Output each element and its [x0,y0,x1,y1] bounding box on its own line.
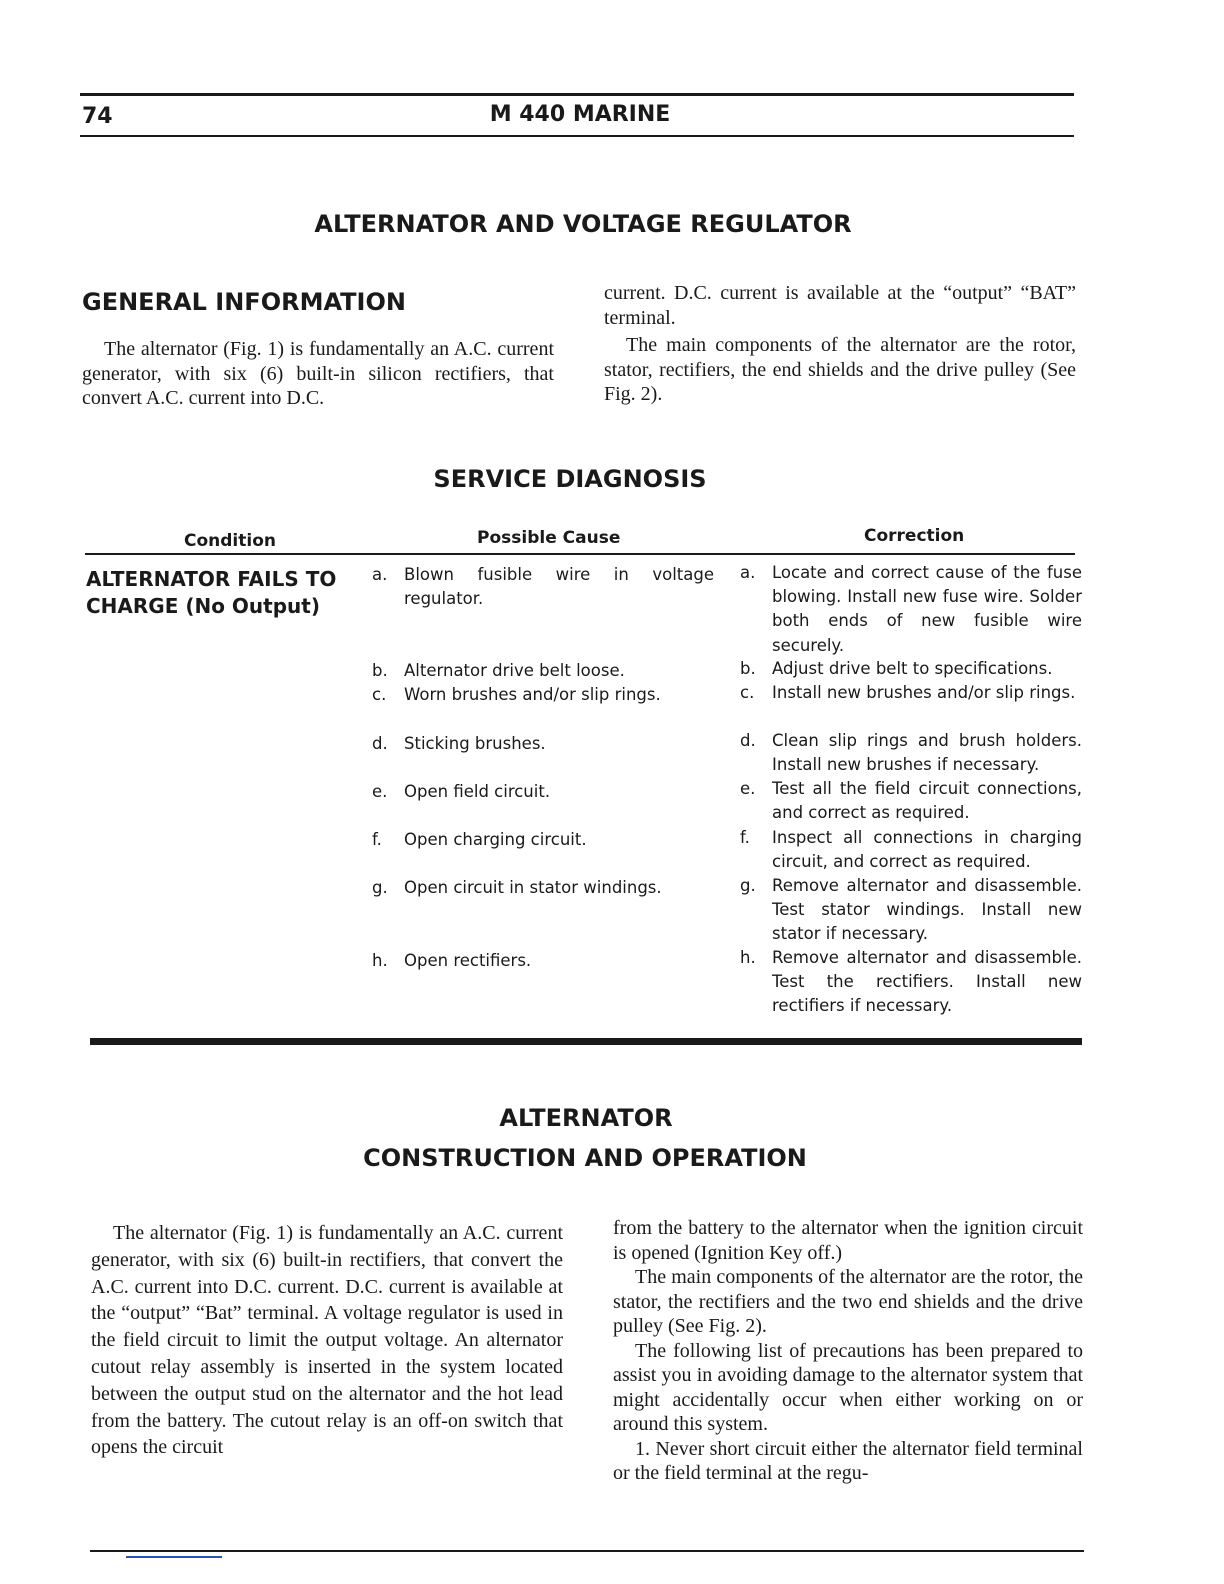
alternator-right-continuation: from the battery to the alternator when the ignition circuit is opened (Ignition Key off.) [613,1217,1083,1264]
correction-letter: b. [740,659,756,678]
column-header-condition: Condition [184,531,276,551]
correction-text: Adjust drive belt to specifications. [772,659,1053,678]
general-info-right-continuation: current. D.C. current is available at the “output” “BAT” terminal. [604,282,1076,329]
alternator-right-para-2: The following list of precautions has been prepared to assist you in avoiding damage to the alternator system that might accidentally occur when either working on or around this system. [613,1339,1083,1435]
general-info-right-column [604,281,1076,407]
alternator-right-para-3: 1. Never short circuit either the alternator field terminal or the field terminal at the regu- [613,1437,1083,1484]
column-header-correction: Correction [864,526,965,546]
correction-text: Install new brushes and/or slip rings. [772,683,1076,702]
footer-rule [90,1550,1084,1552]
correction-letter: g. [740,876,756,895]
cause-text: Worn brushes and/or slip rings. [404,685,661,704]
correction-text: Test all the field circuit connections, and correct as required. [772,779,1082,823]
column-header-cause: Possible Cause [477,528,621,548]
alternator-left-para: The alternator (Fig. 1) is fundamentally an A.C. current generator, with six (6) built-in rectifiers, that convert the A.C. current into D.C. current. D.C. current is available at the “output” “Bat” terminal. A voltage regulator is used in the field circuit to limit the output voltage. An alternator cutout relay assembly is inserted in the system located between the output stud on the alternator and the hot lead from the battery. The cutout relay is an off-on switch that opens the circuit [91,1222,563,1459]
page-number: 74 [82,104,113,129]
cause-text: Sticking brushes. [404,734,546,753]
alternator-right-column [613,1216,1083,1486]
footer-blue-mark [126,1556,222,1558]
cause-letter: c. [372,685,387,704]
cause-letter: h. [372,951,388,970]
running-head: M 440 MARINE [489,102,671,127]
section-title: ALTERNATOR AND VOLTAGE REGULATOR [314,210,852,238]
correction-text: Remove alternator and disassemble. Test stator windings. Install new stator if necessary. [772,876,1082,944]
cause-text: Open field circuit. [404,782,551,801]
condition-alternator-fails: ALTERNATOR FAILS TO CHARGE (No Output) [86,567,337,618]
cause-letter: e. [372,782,388,801]
cause-text: Open circuit in stator windings. [404,878,662,897]
cause-text: Open charging circuit. [404,830,587,849]
header-rule-bottom [80,135,1074,137]
correction-letter: c. [740,683,755,702]
table-bottom-heavy-rule [90,1038,1082,1045]
correction-letter: h. [740,948,756,967]
correction-text: Clean slip rings and brush holders. Install new brushes if necessary. [772,731,1082,775]
cause-letter: b. [372,661,388,680]
alternator-right-para-1: The main components of the alternator are the rotor, the stator, the rectifiers and the two end shields and the drive pulley (See Fig. 2). [613,1266,1083,1337]
alternator-title: ALTERNATOR [499,1104,673,1132]
cause-letter: d. [372,734,388,753]
general-info-right-para: The main components of the alternator are the rotor, stator, rectifiers, the end shields and the drive pulley (See Fig. 2). [604,334,1076,405]
cause-letter: f. [372,830,382,849]
alternator-left-column [91,1220,563,1461]
correction-letter: f. [740,828,750,847]
correction-letter: a. [740,563,756,582]
cause-letter: a. [372,565,388,584]
cause-letter: g. [372,878,388,897]
construction-operation-title: CONSTRUCTION AND OPERATION [363,1144,807,1172]
table-header-rule [85,553,1075,555]
correction-letter: e. [740,779,756,798]
general-info-heading: GENERAL INFORMATION [82,288,406,316]
service-diagnosis-heading: SERVICE DIAGNOSIS [433,465,707,493]
correction-text: Inspect all connections in charging circuit, and correct as required. [772,828,1082,872]
general-info-left-para: The alternator (Fig. 1) is fundamentally an A.C. current generator, with six (6) built-in silicon rectifiers, that convert A.C. current into D.C. [82,338,554,409]
cause-text: Open rectifiers. [404,951,532,970]
correction-text: Remove alternator and disassemble. Test the rectifiers. Install new rectifiers if necessary. [772,948,1082,1016]
correction-text: Locate and correct cause of the fuse blowing. Install new fuse wire. Solder both ends of new fusible wire securely. [772,563,1082,655]
cause-text: Blown fusible wire in voltage regulator. [404,565,714,609]
correction-letter: d. [740,731,756,750]
cause-text: Alternator drive belt loose. [404,661,625,680]
header-rule-top [80,93,1074,96]
general-info-left-column [82,337,554,411]
